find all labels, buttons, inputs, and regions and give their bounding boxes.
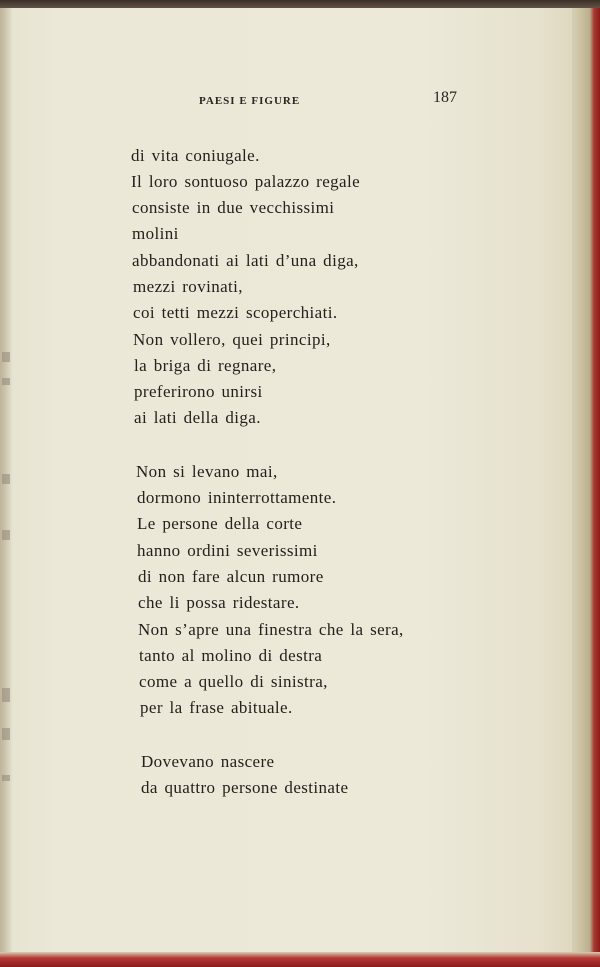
poem-line: preferirono unirsi	[134, 382, 263, 401]
poem-line: Le persone della corte	[137, 514, 303, 533]
page-number: 187	[433, 89, 457, 106]
poem-line: la briga di regnare,	[134, 356, 277, 375]
poem-line: Il loro sontuoso palazzo regale	[131, 172, 361, 191]
poem-line: di vita coniugale.	[131, 146, 260, 165]
poem-line: Non si levano mai,	[136, 462, 278, 481]
poem-line: abbandonati ai lati d’una diga,	[132, 251, 359, 270]
poem-line: per la frase abituale.	[140, 698, 293, 717]
poem-line: mezzi rovinati,	[133, 277, 243, 296]
poem-line: ai lati della diga.	[134, 408, 261, 427]
poem-line: Dovevano nascere	[141, 752, 275, 771]
poem-line: Non vollero, quei principi,	[133, 330, 331, 349]
poem-line: Non s’apre una finestra che la sera,	[138, 620, 404, 639]
poem-line: consiste in due vecchissimi	[132, 198, 335, 217]
poem-line: hanno ordini severissimi	[137, 541, 318, 560]
poem-line: coi tetti mezzi scoperchiati.	[133, 303, 338, 322]
poem-line: come a quello di sinistra,	[139, 672, 328, 691]
poem-line: dormono ininterrottamente.	[137, 488, 337, 507]
poem-line: che li possa ridestare.	[138, 593, 300, 612]
poem-line: di non fare alcun rumore	[138, 567, 324, 586]
running-title: PAESI E FIGURE	[199, 95, 301, 107]
poem-line: tanto al molino di destra	[139, 646, 323, 665]
poem-line: molini	[132, 224, 179, 243]
poem-line: da quattro persone destinate	[141, 778, 349, 797]
